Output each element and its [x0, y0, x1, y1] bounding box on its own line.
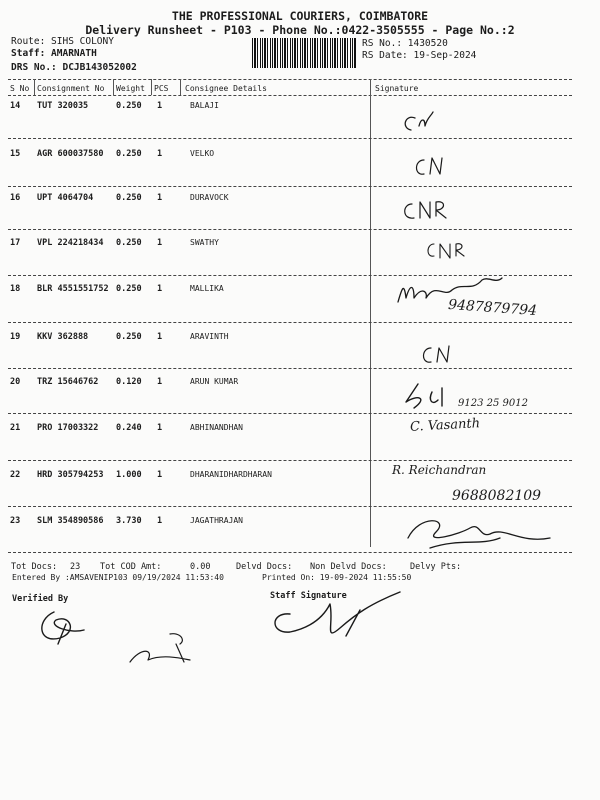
- cell-sno: 16: [10, 193, 21, 203]
- cell-sno: 18: [10, 284, 21, 294]
- col-header-consignment: Consignment No: [37, 84, 105, 93]
- cell-sno: 15: [10, 149, 21, 159]
- cell-sno: 22: [10, 470, 21, 480]
- entered-by: Entered By :AMSAVENIP103 09/19/2024 11:53:40: [12, 573, 224, 582]
- row-divider: [8, 368, 572, 369]
- drs-number: DRS No.: DCJB143052002: [11, 62, 137, 73]
- cell-sno: 21: [10, 423, 21, 433]
- row-divider: [8, 229, 572, 230]
- table-header-rule: [8, 95, 572, 96]
- signature-column-divider: [370, 79, 371, 547]
- cell-weight: 0.120: [116, 377, 142, 387]
- cell-pcs: 1: [157, 193, 163, 203]
- signature-mark: [410, 152, 460, 182]
- col-header-signature: Signature: [375, 84, 419, 93]
- cell-weight: 0.250: [116, 193, 142, 203]
- cell-sno: 23: [10, 516, 21, 526]
- cell-consignee: MALLIKA: [190, 284, 224, 293]
- tot-cod-label: Tot COD Amt:: [100, 562, 162, 572]
- cell-consignee: ARAVINTH: [190, 332, 229, 341]
- col-header-consignee: Consignee Details: [185, 84, 267, 93]
- delvd-docs-label: Delvd Docs:: [236, 562, 293, 572]
- cell-consignment: UPT 4064704: [37, 193, 94, 203]
- printed-on: Printed On: 19-09-2024 11:55:50: [262, 573, 412, 582]
- cell-pcs: 1: [157, 332, 163, 342]
- cell-pcs: 1: [157, 470, 163, 480]
- staff-signature: [260, 584, 420, 654]
- cell-consignment: TRZ 15646762: [37, 377, 99, 387]
- tot-docs-value: 23: [70, 562, 81, 572]
- signature-mark: [415, 340, 465, 368]
- cell-consignee: DHARANIDHARDHARAN: [190, 470, 272, 479]
- row-divider: [8, 506, 572, 507]
- handwritten-name: C. Vasanth: [409, 416, 481, 435]
- column-divider: [151, 79, 152, 95]
- row-divider: [8, 138, 572, 139]
- cell-consignee: BALAJI: [190, 101, 219, 110]
- cell-pcs: 1: [157, 149, 163, 159]
- cell-sno: 17: [10, 238, 21, 248]
- row-divider: [8, 413, 572, 414]
- rs-date: RS Date: 19-Sep-2024: [362, 50, 477, 61]
- signature-mark: [398, 196, 468, 226]
- cell-weight: 0.250: [116, 332, 142, 342]
- cell-weight: 0.250: [116, 149, 142, 159]
- col-header-sno: S No: [10, 84, 30, 93]
- verifier-signature: [30, 604, 220, 674]
- runsheet-subtitle: Delivery Runsheet - P103 - Phone No.:0422-3505555 - Page No.:2: [85, 23, 515, 37]
- barcode: [252, 38, 356, 68]
- staff-signature-label: Staff Signature: [270, 591, 347, 601]
- column-divider: [113, 79, 114, 95]
- cell-consignee: DURAVOCK: [190, 193, 229, 202]
- handwritten-phone: 9487879794: [447, 296, 538, 320]
- route-label: Route: SIHS COLONY: [11, 36, 114, 47]
- handwritten-phone: 9688082109: [452, 488, 542, 504]
- signature-mark: [395, 108, 455, 138]
- row-divider: [8, 322, 572, 323]
- cell-consignee: ABHINANDHAN: [190, 423, 243, 432]
- cell-consignment: HRD 305794253: [37, 470, 104, 480]
- cell-pcs: 1: [157, 284, 163, 294]
- cell-pcs: 1: [157, 377, 163, 387]
- tot-cod-value: 0.00: [190, 562, 211, 572]
- row-divider: [8, 186, 572, 187]
- cell-sno: 19: [10, 332, 21, 342]
- cell-consignment: PRO 17003322: [37, 423, 99, 433]
- staff-label: Staff: AMARNATH: [11, 48, 97, 59]
- cell-consignee: JAGATHRAJAN: [190, 516, 243, 525]
- signature-mark: [420, 238, 470, 264]
- cell-weight: 0.250: [116, 284, 142, 294]
- cell-weight: 0.250: [116, 238, 142, 248]
- cell-consignment: AGR 600037580: [37, 149, 104, 159]
- delvy-pts-label: Delvy Pts:: [410, 562, 462, 572]
- cell-pcs: 1: [157, 101, 163, 111]
- rs-number: RS No.: 1430520: [362, 38, 448, 49]
- row-divider: [8, 460, 572, 461]
- cell-sno: 20: [10, 377, 21, 387]
- cell-weight: 1.000: [116, 470, 142, 480]
- cell-consignee: VELKO: [190, 149, 215, 158]
- col-header-weight: Weight: [116, 84, 145, 93]
- tot-docs-label: Tot Docs:: [11, 562, 58, 572]
- verified-by-label: Verified By: [12, 594, 69, 604]
- document-title: THE PROFESSIONAL COURIERS, COIMBATORE: [171, 9, 429, 23]
- cell-pcs: 1: [157, 238, 163, 248]
- cell-weight: 0.250: [116, 101, 142, 111]
- non-delvd-docs-label: Non Delvd Docs:: [310, 562, 387, 572]
- col-header-pcs: PCS: [154, 84, 169, 93]
- table-top-rule: [8, 79, 572, 80]
- column-divider: [34, 79, 35, 95]
- cell-consignment: VPL 224218434: [37, 238, 104, 248]
- cell-consignment: KKV 362888: [37, 332, 89, 342]
- column-divider: [180, 79, 181, 95]
- cell-consignee: ARUN KUMAR: [190, 377, 239, 386]
- cell-weight: 3.730: [116, 516, 142, 526]
- cell-sno: 14: [10, 101, 21, 111]
- cell-pcs: 1: [157, 423, 163, 433]
- cell-consignment: TUT 320035: [37, 101, 89, 111]
- cell-consignee: SWATHY: [190, 238, 219, 247]
- handwritten-name: R. Reichandran: [392, 463, 487, 477]
- cell-weight: 0.240: [116, 423, 142, 433]
- signature-mark: [400, 508, 560, 554]
- handwritten-phone: 9123 25 9012: [458, 398, 528, 409]
- cell-pcs: 1: [157, 516, 163, 526]
- cell-consignment: SLM 354890586: [37, 516, 104, 526]
- cell-consignment: BLR 4551551752: [37, 284, 109, 294]
